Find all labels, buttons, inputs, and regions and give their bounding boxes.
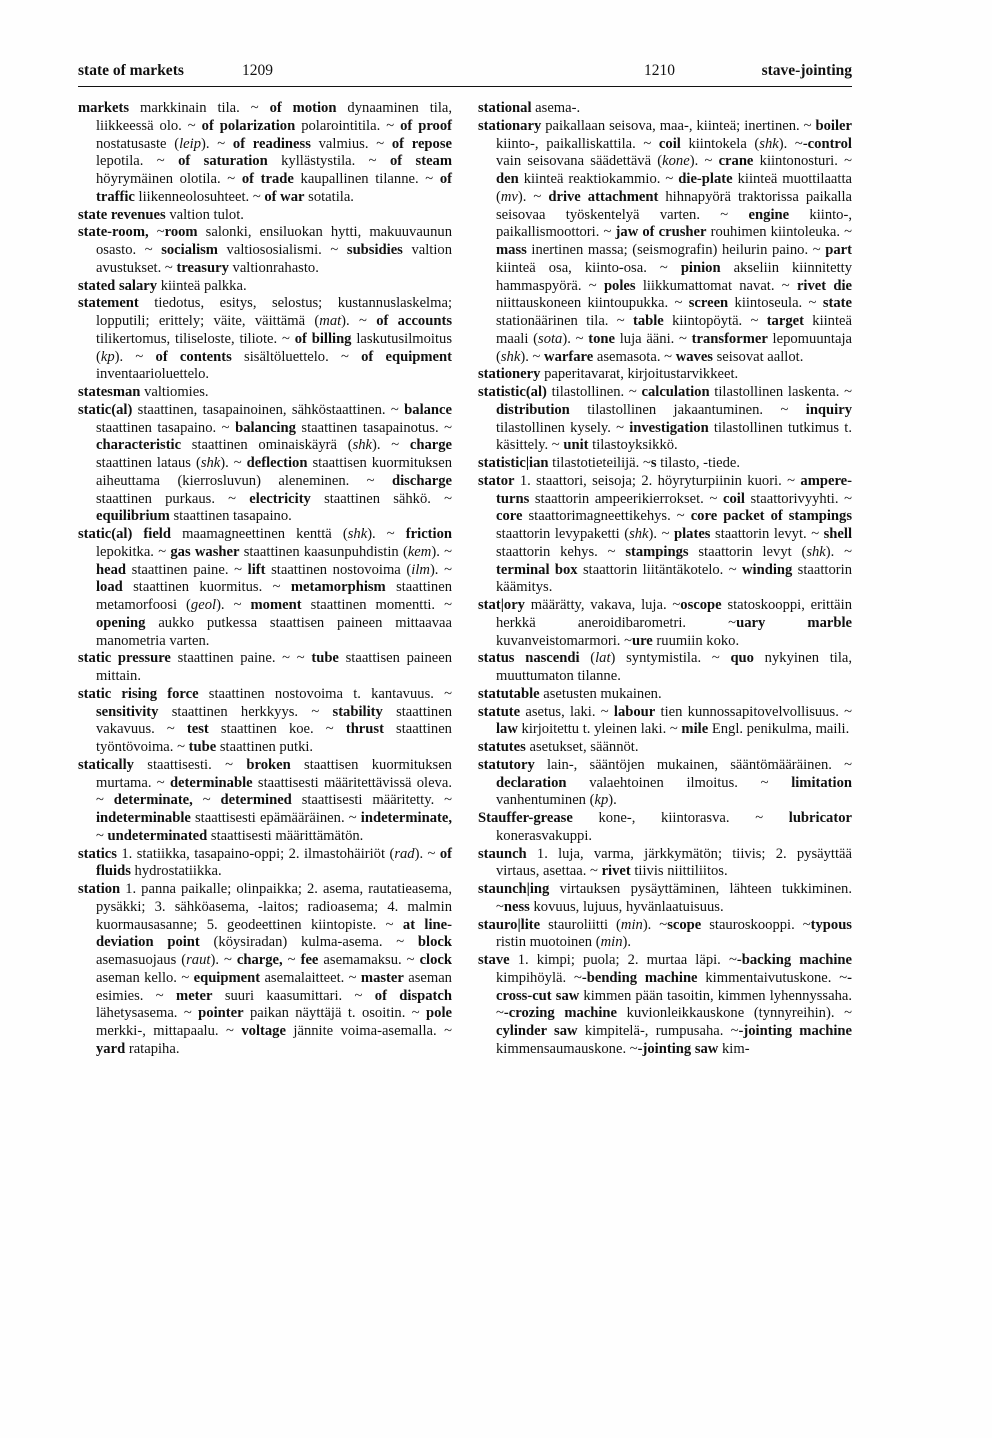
dictionary-entry: stated salary kiinteä palkka. xyxy=(78,277,247,294)
dictionary-entry: statutable asetusten mukainen. xyxy=(478,685,662,702)
right-column xyxy=(478,100,852,1059)
dictionary-entry: stationery paperitavarat, kirjoitustarvikkeet. xyxy=(478,366,739,383)
left-column xyxy=(78,100,452,1059)
dictionary-entry: statics 1. statiikka, tasapaino-oppi; 2. ilmastohäiriöt (rad). ~ of fluids hydrostatiikka. xyxy=(78,845,453,880)
dictionary-entry: statistic(al) tilastollinen. ~ calculation tilastollinen laskenta. ~ distribution tilastollinen jakaantuminen. ~ inquiry tilastollinen kysely. ~ investigation tilastollinen tutkimus t. käsittely. ~ unit tilastoyksikkö. xyxy=(478,384,852,454)
dictionary-entry: statement tiedotus, esitys, selostus; kustannuslaskelma; lopputili; erittely; väite, väittämä (mat). ~ of accounts tilikertomus, tiliseloste, tiliote. ~ of billing laskutusilmoitus (kp). ~ of contents sisältöluettelo. ~ of equipment inventaarioluettelo. xyxy=(78,295,453,383)
dictionary-entry: stational asema-. xyxy=(478,100,581,116)
left-running-head: state of markets xyxy=(78,62,184,79)
dictionary-entry: statute asetus, laki. ~ labour tien kunnossapitovelvollisuus. ~ law kirjoitettu t. yleinen laki. ~ mile Engl. penikulma, maili. xyxy=(478,703,853,738)
dictionary-entry: stator 1. staattori, seisoja; 2. höyryturpiinin kuori. ~ ampere-turns staattorin ampeerikierrokset. ~ coil staattorivyyhti. ~ core staattorimagneettikehys. ~ core packet of stampings staattorin levypaketti (shk). ~ plates staattorin levyt. ~ shell staattorin kehys. ~ stampings staattorin levyt (shk). ~ terminal box staattorin liitäntäkotelo. ~ winding staattorin käämitys. xyxy=(478,472,853,596)
dictionary-entry: stave 1. kimpi; puola; 2. murtaa läpi. ~-backing machine kimpihöylä. ~-bending machine kimmentaivutuskone. ~-cross-cut saw kimmen pään tasoitin, kimmen lyhennyssaha. ~-crozing machine kuvionleikkauskone (tynnyreihin). ~ cylinder saw kimpitelä-, rumpusaha. ~-jointing machine kimmensaumauskone. ~-jointing saw kim- xyxy=(478,952,853,1057)
dictionary-entry: statically staattisesti. ~ broken staattisen kuormituksen murtama. ~ determinable staattisesti määritettävissä oleva. ~ determinate, ~ determined staattisesti määritetty. ~ indeterminable staattisesti epämääräinen. ~ indeterminate, ~ undeterminated staattisesti määrittämätön. xyxy=(78,756,452,844)
dictionary-entry: markets markkinain tila. ~ of motion dynaaminen tila, liikkeessä olo. ~ of polarization polarointitila. ~ of proof nostatusaste (leip). ~ of readiness valmius. ~ of repose lepotila. ~ of saturation kyllästystila. ~ of steam höyrymäinen olotila. ~ of trade kaupallinen tilanne. ~ of traffic liikenneolosuhteet. ~ of war sotatila. xyxy=(78,100,453,205)
dictionary-entry: state-room, ~room salonki, ensiluokan hytti, makuuvaunun osasto. ~ socialism valtiososialismi. ~ subsidies valtion avustukset. ~ treasury valtionrahasto. xyxy=(78,224,452,276)
dictionary-entry: Stauffer-grease kone-, kiintorasva. ~ lubricator konerasvakuppi. xyxy=(478,810,852,844)
dictionary-entry: static(al) field maamagneettinen kenttä (shk). ~ friction lepokitka. ~ gas washer staattinen kaasunpuhdistin (kem). ~ head staattinen paine. ~ lift staattinen nostovoima (ilm). ~ load staattinen kuormitus. ~ metamorphism staattinen metamorfoosi (geol). ~ moment staattinen momentti. ~ opening aukko putkessa staattisen paineen mittaavaa manometria varten. xyxy=(78,526,453,649)
dictionary-entry: static pressure staattinen paine. ~ ~ tube staattisen paineen mittain. xyxy=(78,650,452,684)
header-rule xyxy=(78,86,852,87)
dictionary-entry: statesman valtiomies. xyxy=(78,384,209,400)
right-running-head: stave-jointing xyxy=(761,62,852,79)
dictionary-entry: static(al) staattinen, tasapainoinen, sähköstaattinen. ~ balance staattinen tasapaino. ~ balancing staattinen tasapainotus. ~ characteristic staattinen ominaiskäyrä (shk). ~ charge staattinen lataus (shk). ~ deflection staattisen kuormituksen aiheuttama (kierrosluvun) aleneminen. ~ discharge staattinen purkaus. ~ electricity staattinen sähkö. ~ equilibrium staattinen tasapaino. xyxy=(78,401,453,525)
dictionary-entry: stationary paikallaan seisova, maa-, kiinteä; inertinen. ~ boiler kiinto-, paikalliskattila. ~ coil kiintokela (shk). ~-control vain seisovana säädettävä (kone). ~ crane kiintonosturi. ~ den kiinteä reaktiokammio. ~ die-plate kiinteä muottilaatta (mv). ~ drive attachment hihnapyörä traktorissa paikalla seisovaa työskentelyä varten. ~ engine kiinto-, paikallismoottori. ~ jaw of crusher rouhimen kiintoleuka. ~ mass inertinen massa; (seismografin) heilurin paino. ~ part kiinteä osa, kiinto-osa. ~ pinion akseliin kiinnitetty hammaspyörä. ~ poles liikkumattomat navat. ~ rivet die niittauskoneen kiintoupukka. ~ screen kiintoseula. ~ state stationäärinen tila. ~ table kiintopöytä. ~ target kiinteä maali (sota). ~ tone luja ääni. ~ transformer lepomuuntaja (shk). ~ warfare asemasota. ~ waves seisovat aallot. xyxy=(478,117,853,365)
left-page-number: 1209 xyxy=(242,62,273,79)
dictionary-entry: statutes asetukset, säännöt. xyxy=(478,739,639,755)
dictionary-entry: staunch 1. luja, varma, järkkymätön; tiivis; 2. pysäyttää virtaus, asettaa. ~ rivet tiivis niittiliitos. xyxy=(478,845,852,880)
page-header xyxy=(78,62,852,86)
dictionary-entry: statutory lain-, sääntöjen mukainen, sääntömääräinen. ~ declaration valaehtoinen ilmoitus. ~ limitation vanhentuminen (kp). xyxy=(478,756,852,809)
dictionary-entry: status nascendi (lat) syntymistila. ~ quo nykyinen tila, muuttumaton tilanne. xyxy=(478,650,852,684)
dictionary-entry: staunch|ing virtauksen pysäyttäminen, lähteen tukkiminen. ~ness kovuus, lujuus, hyvänlaatuisuus. xyxy=(478,881,852,915)
dictionary-entry: station 1. panna paikalle; olinpaikka; 2. asema, rautatieasema, pysäkki; 3. sähköasema, -laitos; radioasema; 4. malmin kuormausasanne; 5. geodeettinen kiintopiste. ~ at line-deviation point (köysiradan) kulma-asema. ~ block asemasuojaus (raut). ~ charge, ~ fee asemamaksu. ~ clock aseman kello. ~ equipment asemalaitteet. ~ master aseman esimies. ~ meter suuri kaasumittari. ~ of dispatch lähetysasema. ~ pointer paikan näyttäjä t. osoitin. ~ pole merkki-, mittapaalu. ~ voltage jännite voima-asemalla. ~ yard ratapiha. xyxy=(78,881,452,1057)
dictionary-entry: static rising force staattinen nostovoima t. kantavuus. ~ sensitivity staattinen herkkyys. ~ stability staattinen vakavuus. ~ test staattinen koe. ~ thrust staattinen työntövoima. ~ tube staattinen putki. xyxy=(78,685,452,755)
right-page-number: 1210 xyxy=(644,62,675,79)
dictionary-entry: stauro|lite stauroliitti (min). ~scope stauroskooppi. ~typous ristin muotoinen (min). xyxy=(478,916,852,951)
dictionary-entry: stat|ory määrätty, vakava, luja. ~oscope statoskooppi, erittäin herkkä aneroidibarometri. ~uary marble kuvanveistomarmori. ~ure ruumiin koko. xyxy=(478,597,853,649)
dictionary-entry: state revenues valtion tulot. xyxy=(78,206,244,223)
dictionary-entry: statistic|ian tilastotieteilijä. ~s tilasto, -tiede. xyxy=(478,455,741,471)
